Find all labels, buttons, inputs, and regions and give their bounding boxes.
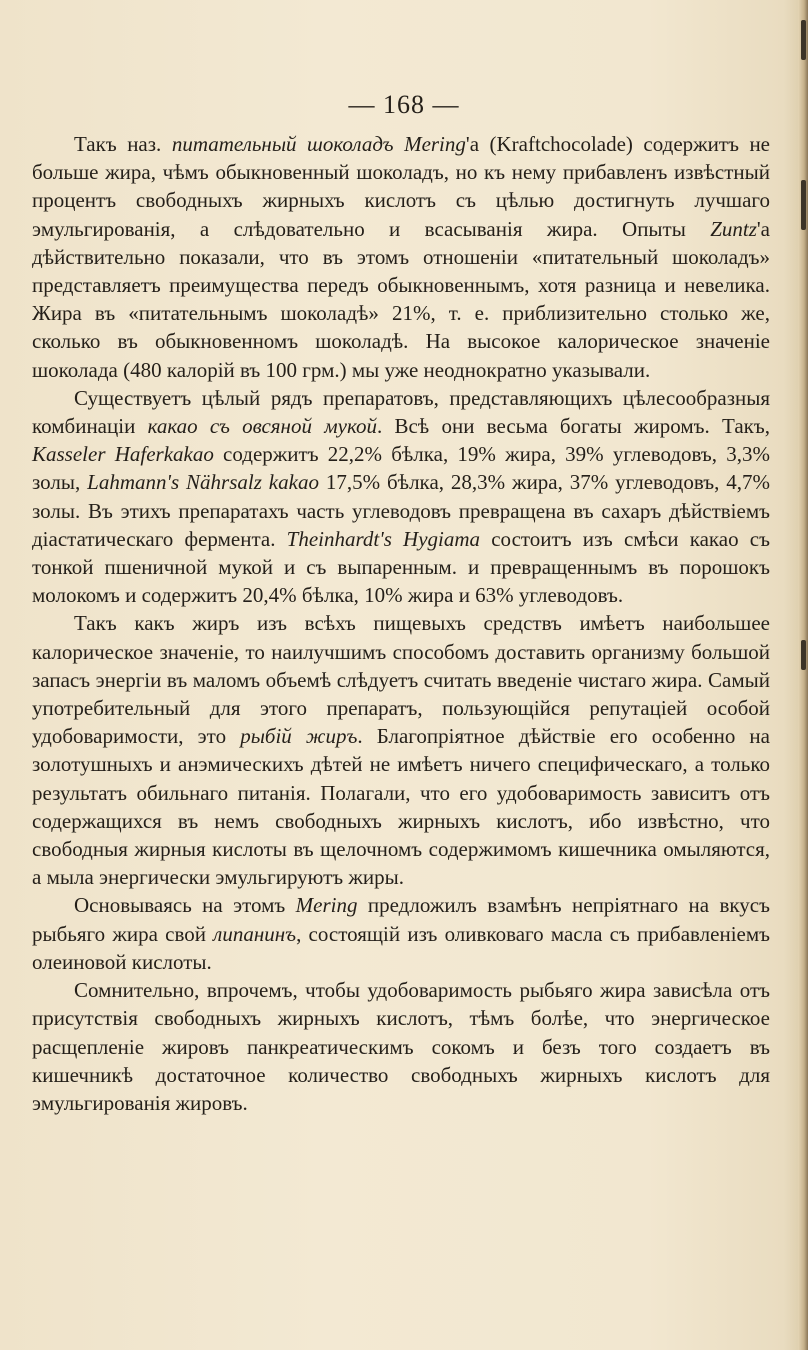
paragraph [32, 609, 770, 891]
edge-ink-mark [801, 20, 806, 60]
text-run: предложилъ взамѣнъ непріятнаго на вкусъ рыбьяго жира свой [32, 893, 770, 946]
italic-term: питательный шоколадъ Mering [171, 132, 466, 156]
italic-term: Mering [295, 893, 358, 918]
italic-term: Kasseler Haferkakao [32, 442, 214, 467]
text-run: Сомнительно, впрочемъ, чтобы удобоваримость рыбьяго жира зависѣла отъ присутствія свободныхъ жирныхъ кислотъ, тѣмъ болѣе, что энергическое расщепленіе жировъ панкреатическимъ сокомъ и безъ того создаетъ въ кишечникѣ достаточное количество свободныхъ жирныхъ кислотъ для эмульгированія жировъ. [32, 978, 770, 1115]
text-run: , состоящій изъ оливковаго масла съ прибавленіемъ олеиновой кислоты. [32, 921, 770, 974]
paragraph [32, 384, 770, 610]
edge-ink-mark [801, 640, 806, 670]
italic-term: Lahmann's Nährsalz kakao [87, 470, 319, 495]
page-edge-shadow [798, 0, 808, 1350]
text-run: . Благопріятное дѣйствіе его особенно на золотушныхъ и анэмическихъ дѣтей не имѣетъ ничего специфическаго, а только результатъ обильнаго питанія. Полагали, что его удобоваримость зависитъ отъ содержащихся въ немъ свободныхъ жирныхъ кислотъ, ибо извѣстно, что свободныя жирныя кислоты въ щелочномъ содержимомъ кишечника омыляются, а мыла энергически эмульгируютъ жиры. [32, 724, 770, 890]
text-run: 'а дѣйствительно показали, что въ этомъ отношеніи «питательный шоколадъ» представляетъ преимущества передъ обыкновеннымъ, хотя разница и невелика. Жира въ «питательнымъ шоколадѣ» 21%, т. е. приблизительно столько же, сколько въ обыкновенномъ шоколадѣ. На высокое калорическое значеніе шоколада (480 калорій въ 100 грм.) мы уже неоднократно указывали. [32, 216, 770, 382]
text-run: состоитъ изъ смѣси какао съ тонкой пшеничной мукой и съ выпаренным. и превращеннымъ въ порошокъ молокомъ и содержитъ 20,4% бѣлка, 10% жира и 63% углеводовъ. [32, 526, 770, 608]
text-run: Такъ наз. [74, 132, 172, 156]
text-run: содержитъ 22,2% бѣлка, 19% жира, 39% углеводовъ, 3,3% золы, [32, 442, 770, 495]
italic-term: рыбій жиръ [240, 724, 358, 749]
page-body-text [32, 130, 770, 1117]
text-run: Такъ какъ жиръ изъ всѣхъ пищевыхъ средствъ имѣетъ наибольшее калорическое значеніе, то наилучшимъ способомъ доставить организму большой запасъ энергіи въ маломъ объемѣ слѣдуетъ считать введеніе чистаго жира. Самый употребительный для этого препаратъ, пользующійся репутаціей особой удобоваримости, это [32, 611, 770, 749]
edge-ink-mark [801, 180, 806, 230]
paragraph [32, 976, 770, 1117]
page-number: — 168 — [348, 90, 460, 119]
italic-term: Zuntz [710, 216, 757, 241]
paragraph [32, 130, 770, 384]
italic-term: какао съ овсяной мукой [147, 414, 377, 439]
text-run: Существуетъ цѣлый рядъ препаратовъ, представляющихъ цѣлесообразныя комбинаціи [32, 385, 770, 439]
text-run: 17,5% бѣлка, 28,3% жира, 37% углеводовъ, 4,7% золы. Въ этихъ препаратахъ часть углеводовъ превращена въ сахаръ дѣйствіемъ діастатическаго фермента. [32, 470, 771, 551]
text-run: 'а (Kraftchocolade) содержитъ не больше жира, чѣмъ обыкновенный шоколадъ, но къ нему прибавленъ извѣстный процентъ свободныхъ жирныхъ кислотъ съ цѣлью достигнуть лучшаго эмульгированія, а слѣдовательно и всасыванія жира. Опыты [32, 132, 770, 241]
paragraph [32, 891, 770, 976]
italic-term: липанинъ [213, 921, 297, 946]
text-run: . Всѣ они весьма богаты жиромъ. Такъ, [376, 414, 770, 439]
italic-term: Theinhardt's Hygiama [286, 526, 481, 551]
text-run: Основываясь на этомъ [74, 893, 296, 918]
